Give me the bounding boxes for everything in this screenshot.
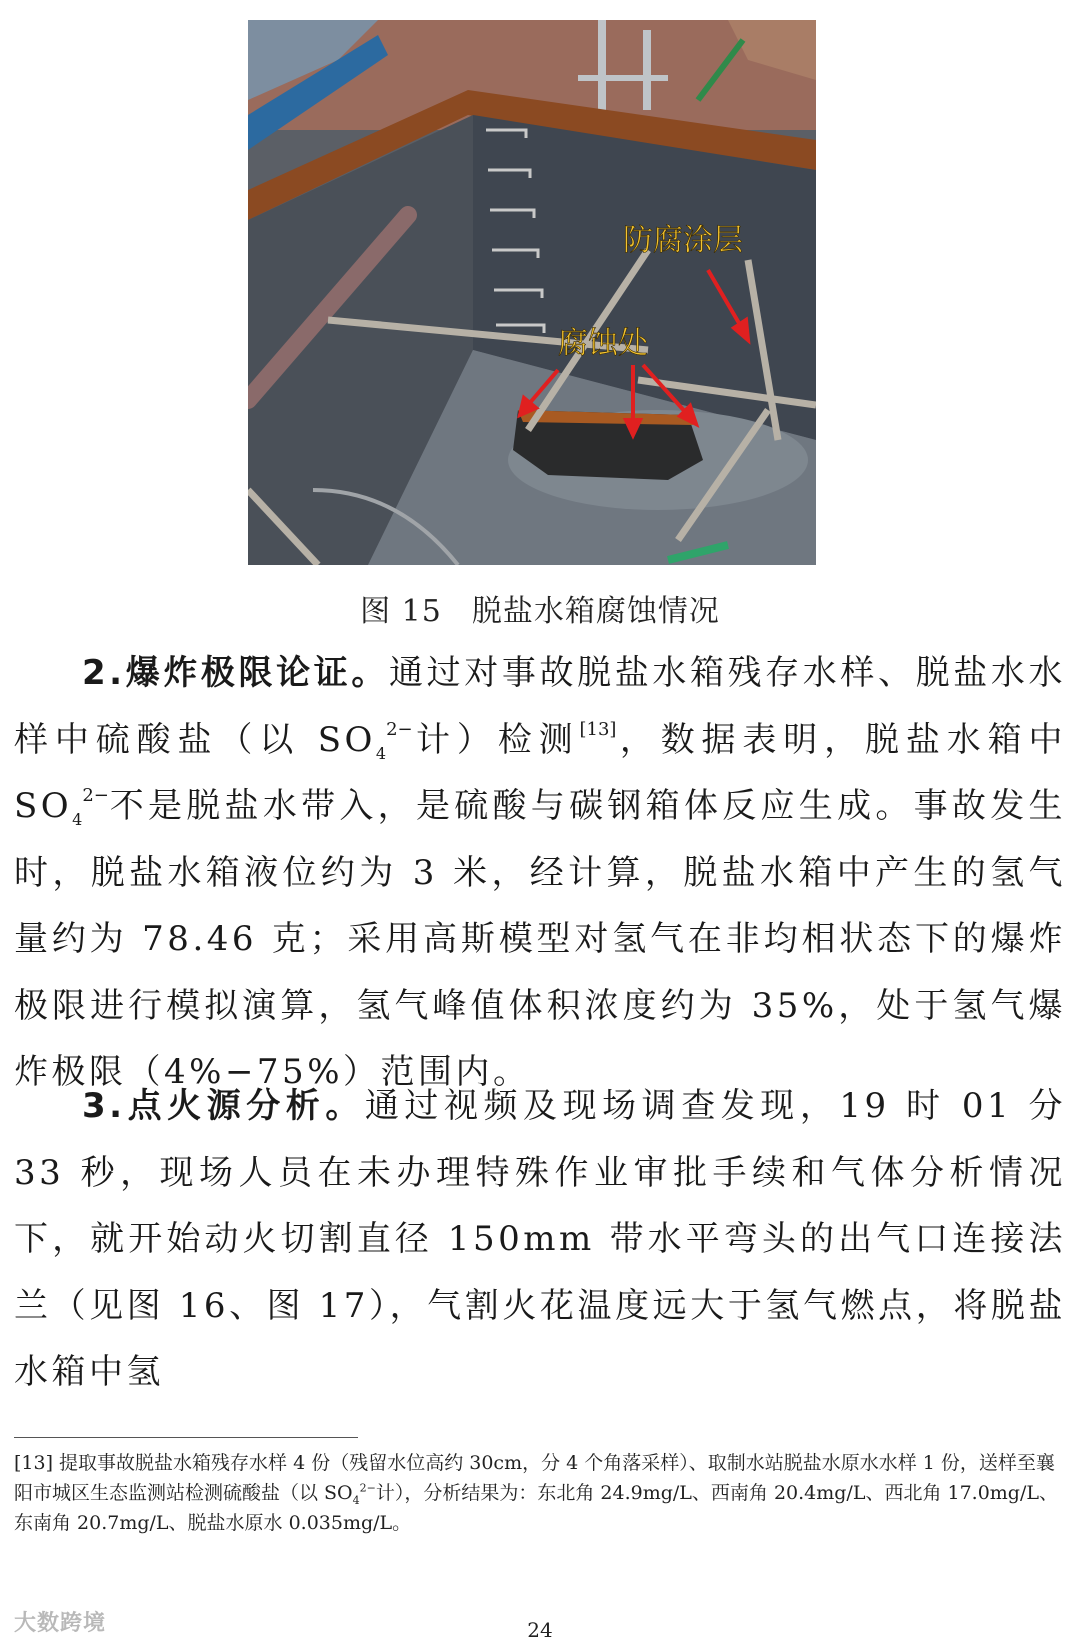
footnote-so4-superscript: 2− <box>359 1481 376 1495</box>
footnote-text-b: 计），分析结果为：东北角 24.9mg/L、西南角 20.4mg/L、西北角 17.0mg/L、东南角 20.7mg/L、脱盐水原水 0.035mg/L。 <box>14 1482 1058 1534</box>
section-2-text-a: 通过对事故脱盐水箱残存水样、脱盐水水样中硫酸盐（以 SO <box>14 653 1067 760</box>
citation-13: [13] <box>579 718 617 740</box>
footnote-divider <box>14 1437 358 1438</box>
section-2-text-b: 计）检测 <box>412 719 580 760</box>
figure-caption-title: 脱盐水箱腐蚀情况 <box>471 594 720 629</box>
figure-photo-desalinated-water-tank <box>248 20 816 565</box>
section-3-heading: 3.点火源分析。 <box>82 1086 365 1126</box>
page-number: 24 <box>527 1618 553 1642</box>
section-3-paragraph <box>14 1073 1066 1406</box>
so4-subscript: 4 <box>375 743 387 763</box>
watermark-logo: 大数跨境 <box>14 1611 107 1636</box>
footnote-so4-subscript: 4 <box>352 1493 360 1507</box>
section-2-paragraph <box>14 640 1066 1106</box>
section-2-text-d: 不是脱盐水带入，是硫酸与碳钢箱体反应生成。事故发生时，脱盐水箱液位约为 3 米，经计算，脱盐水箱中产生的氢气量约为 78.46 克；采用高斯模型对氢气在非均相状态下的爆炸极限进行模拟演算，氢气峰值体积浓度约为 35%，处于氢气爆炸极限（4%−75%）范围内。 <box>14 786 1066 1092</box>
footnote-text-a: [13] 提取事故脱盐水箱残存水样 4 份（残留水位高约 30cm，分 4 个角落采样）、取制水站脱盐水原水水样 1 份，送样至襄阳市城区生态监测站检测硫酸盐（以 SO <box>14 1452 1055 1504</box>
section-2-heading: 2.爆炸极限论证。 <box>82 653 390 693</box>
annotation-anticorrosion-coating: 防腐涂层 <box>623 223 743 258</box>
figure-caption-number: 图 15 <box>360 594 442 629</box>
so4-subscript-2: 4 <box>72 809 83 829</box>
so4-superscript-2: 2− <box>82 784 109 806</box>
section-3-text: 通过视频及现场调查发现，19 时 01 分 33 秒，现场人员在未办理特殊作业审批手续和气体分析情况下，就开始动火切割直径 150mm 带水平弯头的出气口连接法兰（见图 16、图 17），气割火花温度远大于氢气燃点，将脱盐水箱中氢 <box>14 1086 1066 1392</box>
footnote-13 <box>14 1448 1066 1538</box>
annotation-corrosion-spot: 腐蚀处 <box>558 326 648 361</box>
section-2-text-c: ，数据表明，脱盐水箱中 SO <box>14 719 1066 826</box>
so4-superscript: 2− <box>386 718 413 740</box>
figure-caption <box>0 586 1080 630</box>
